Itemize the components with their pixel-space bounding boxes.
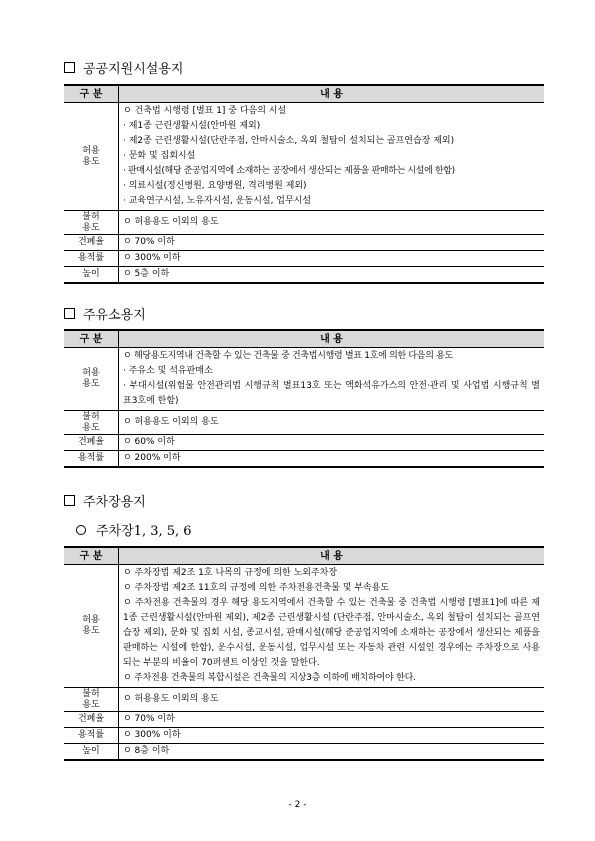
list-item: ㅇ 건축법 시행령 [별표 1] 중 다음의 시설 (123, 106, 287, 116)
section-title-gas-station: 주유소용지 (64, 304, 146, 323)
checkbox-square-icon (64, 495, 75, 506)
table-row (64, 688, 544, 712)
parking-subtitle: 주차장1, 3, 5, 6 (76, 520, 192, 539)
table-row (64, 451, 544, 468)
list-item: · 판매시설(해당 준공업지역에 소재하는 공장에서 생산되는 제품을 판매하는 시설에 한함) (123, 166, 455, 176)
row-value: ㅇ 70% 이하 (119, 712, 545, 728)
row-label: 건폐율 (64, 712, 119, 728)
table-row (64, 211, 544, 235)
row-value: ㅇ 300% 이하 (119, 251, 545, 267)
parking-table (64, 546, 544, 761)
table-row (64, 235, 544, 251)
table-header-row (64, 85, 544, 103)
row-label: 용적률 (64, 728, 119, 744)
table-row (64, 728, 544, 744)
row-label: 용적률 (64, 251, 119, 267)
table-row (64, 348, 544, 411)
row-label: 허용 용도 (64, 565, 119, 688)
header-content: 내 용 (119, 330, 545, 348)
row-label: 불허 용도 (64, 688, 119, 712)
row-value: ㅇ 5층 이하 (119, 267, 545, 284)
list-item: · 주유소 및 석유판매소 (123, 366, 213, 376)
table-header-row (64, 330, 544, 348)
table-row (64, 712, 544, 728)
section-title-parking: 주차장용지 (64, 491, 146, 510)
list-item: · 문화 및 집회시설 (123, 151, 196, 161)
allowed-uses-cell (119, 565, 545, 688)
row-value: ㅇ 허용용도 이외의 용도 (119, 688, 545, 712)
gas-station-table (64, 329, 544, 468)
table-row (64, 267, 544, 284)
row-label: 불허 용도 (64, 411, 119, 435)
table-row (64, 744, 544, 761)
header-category: 구 분 (64, 85, 119, 103)
row-value: ㅇ 허용용도 이외의 용도 (119, 211, 545, 235)
row-value: ㅇ 200% 이하 (119, 451, 545, 468)
row-label: 허용 용도 (64, 348, 119, 411)
header-category: 구 분 (64, 547, 119, 565)
checkbox-square-icon (64, 308, 75, 319)
page-number: - 2 - (288, 800, 307, 810)
table-row (64, 565, 544, 688)
list-item: · 제1종 근린생활시설(안마원 제외) (123, 121, 261, 131)
list-item: · 제2종 근린생활시설(단란주점, 안마시술소, 옥외 철탑이 설치되는 골프연습장 제외) (123, 136, 455, 146)
list-item: · 의료시설(정신병원, 요양병원, 격리병원 제외) (123, 181, 307, 191)
table-row (64, 411, 544, 435)
list-item: · 교육연구시설, 노유자시설, 운동시설, 업무시설 (123, 196, 312, 206)
list-item: ㅇ 해당용도지역내 건축할 수 있는 건축물 중 건축법시행령 별표 1호에 의한 다음의 용도 (123, 351, 453, 361)
row-label: 높이 (64, 744, 119, 761)
table-header-row (64, 547, 544, 565)
row-label: 허용 용도 (64, 103, 119, 211)
header-content: 내 용 (119, 547, 545, 565)
list-item: ㅇ 주차전용 건축물의 경우 해당 용도지역에서 건축할 수 있는 건축물 중 건축법 시행령 [별표1]에 따른 제1종 근린생활시설(안마원 제외), 제2종 근린생활시설 (단란주점, 안마시술소, 옥외 철탑이 설치되는 골프연습장 제외), 문화 및 집회 시설, 종교시설, 판매시설(해당 준공업지역에 소재하는 공장에서 생산되는 제품을 판매하는 시설에 한함), 운수시설, 운동시설, 업무시설 또는 자동차 관련 시설인 경우에는 주차장으로 사용되는 부분의 비율이 70퍼센트 이상인 것을 말한다. (123, 598, 540, 668)
header-category: 구 분 (64, 330, 119, 348)
row-label: 불허 용도 (64, 211, 119, 235)
list-item: ㅇ 주차전용 건축물의 복합시설은 건축물의 지상3층 이하에 배치하여야 한다. (123, 673, 416, 683)
allowed-uses-cell (119, 348, 545, 411)
circle-bullet-icon (76, 525, 86, 535)
row-label: 용적률 (64, 451, 119, 468)
row-value: ㅇ 300% 이하 (119, 728, 545, 744)
table-row (64, 103, 544, 211)
row-label: 건폐율 (64, 235, 119, 251)
row-value: ㅇ 8층 이하 (119, 744, 545, 761)
table-row (64, 435, 544, 451)
row-value: ㅇ 60% 이하 (119, 435, 545, 451)
table-row (64, 251, 544, 267)
row-label: 건폐율 (64, 435, 119, 451)
row-value: ㅇ 70% 이하 (119, 235, 545, 251)
row-value: ㅇ 허용용도 이외의 용도 (119, 411, 545, 435)
header-content: 내 용 (119, 85, 545, 103)
public-facility-table (64, 84, 544, 284)
list-item: ㅇ 주차장법 제2조 1호 나목의 규정에 의한 노외주차장 (123, 568, 338, 578)
section-title-public-facility: 공공지원시설용지 (64, 58, 183, 77)
list-item: ㅇ 주차장법 제2조 11호의 규정에 의한 주차전용건축물 및 부속용도 (123, 583, 390, 593)
checkbox-square-icon (64, 62, 75, 73)
list-item: · 부대시설(위험물 안전관리법 시행규칙 별표13호 또는 액화석유가스의 안전·관리 및 사업법 시행규칙 별표3호에 한함) (123, 381, 540, 406)
row-label: 높이 (64, 267, 119, 284)
allowed-uses-cell (119, 103, 545, 211)
